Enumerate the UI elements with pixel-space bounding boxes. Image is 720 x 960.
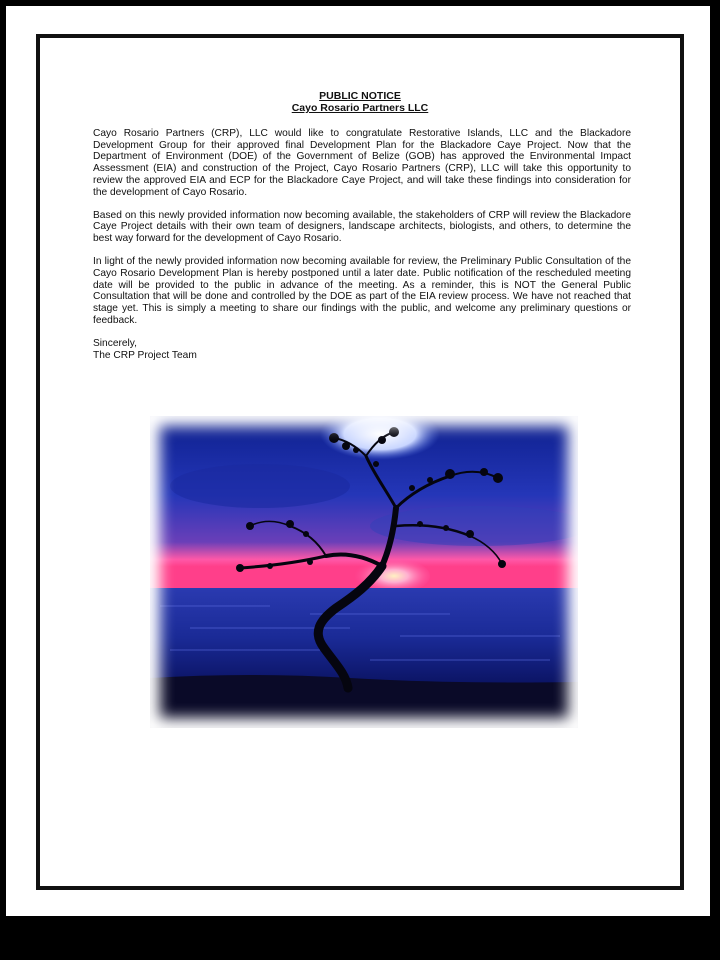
company-name: Cayo Rosario Partners LLC [291, 102, 429, 114]
photo-illustration [150, 416, 578, 728]
paragraph-review: Based on this newly provided information now becoming available, the stakeholders of CRP will review the Blackadore Caye Project details with their own team of designers, landscape architects, biologists, and others, to determine the best way forward for the development of Cayo Rosario. [93, 209, 631, 245]
signoff-team: The CRP Project Team [93, 349, 197, 361]
sea [150, 588, 578, 688]
notice-border [36, 34, 684, 890]
document-page [6, 6, 710, 916]
notice-heading: PUBLIC NOTICE [319, 90, 401, 102]
tree-sunset-photo [150, 416, 578, 728]
notice-header [40, 90, 680, 114]
shoreline [150, 675, 578, 728]
signoff-closing: Sincerely, [93, 338, 137, 350]
paragraph-congratulations: Cayo Rosario Partners (CRP), LLC would like to congratulate Restorative Islands, LLC and the Blackadore Development Group for their approved final Development Plan for the Blackadore Caye Project. Now that the Department of Environment (DOE) of the Government of Belize (GOB) has approved the Environmental Impact Assessment (EIA) and construction of the Project, Cayo Rosario Partners (CRP), LLC will take this opportunity to review the approved EIA and ECP for the Blackadore Caye Project, and will take these findings into consideration for the development of Cayo Rosario. [93, 128, 631, 198]
paragraph-postponement: In light of the newly provided information now becoming available for review, the Preliminary Public Consultation of the Cayo Rosario Development Plan is hereby postponed until a later date. Public notification of the rescheduled meeting date will be provided to the public in advance of the meeting. As a reminder, this is NOT the General Public Consultation that will be done and controlled by the DOE as part of the EIA review process. We have not reached that stage yet. This is simply a meeting to share our findings with the public, and welcome any preliminary questions or feedback. [93, 256, 631, 326]
notice-body [93, 128, 631, 361]
signoff [93, 338, 631, 361]
